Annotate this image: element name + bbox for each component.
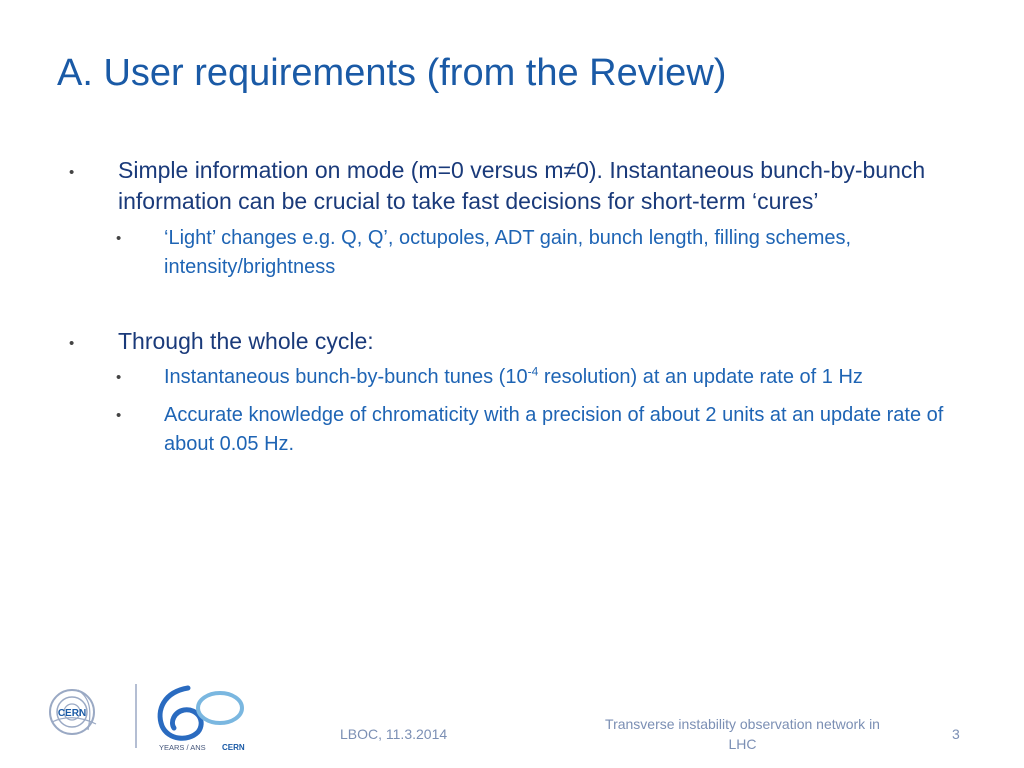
footer-title: Transverse instability observation network in LHC	[605, 716, 880, 752]
bullet-dot-icon: •	[116, 407, 122, 424]
logos	[38, 678, 258, 758]
cern-logo-text: CERN	[57, 708, 87, 719]
bullet-dot-icon: •	[116, 230, 122, 247]
exponent: -4	[527, 364, 539, 379]
page-number: 3	[952, 726, 960, 742]
years-caption-cern: CERN	[222, 743, 245, 752]
bullet-level2	[116, 363, 969, 392]
cern-logo	[50, 690, 96, 734]
slide-title: A. User requirements (from the Review)	[57, 52, 727, 94]
bullet-dot-icon: •	[69, 335, 75, 352]
bullet-text-part: Instantaneous bunch-by-bunch tunes (10	[164, 366, 528, 388]
footer-date: LBOC, 11.3.2014	[340, 726, 448, 742]
bullet-text-part: resolution) at an update rate of 1 Hz	[538, 366, 863, 388]
bullet-text: Through the whole cycle:	[118, 328, 374, 354]
cern-60-years-logo	[159, 688, 245, 752]
years-caption: YEARS / ANS	[159, 743, 206, 752]
bullet-level2	[116, 401, 969, 459]
bullet-text: Accurate knowledge of chromaticity with a precision of about 2 units at an update rate of about 0.05 Hz.	[164, 404, 944, 455]
bullet-text: ‘Light’ changes e.g. Q, Q’, octupoles, ADT gain, bunch length, filling schemes, intensity/brightness	[164, 227, 852, 278]
bullet-dot-icon: •	[69, 164, 75, 181]
bullet-level1	[69, 326, 938, 357]
bullet-dot-icon: •	[116, 369, 122, 386]
bullet-level2	[116, 224, 969, 282]
bullet-level1	[69, 155, 938, 217]
bullet-text: Simple information on mode (m=0 versus m≠0). Instantaneous bunch-by-bunch information can be crucial to take fast decisions for short-term ‘cures’	[118, 157, 926, 214]
slide-body	[0, 155, 1024, 459]
